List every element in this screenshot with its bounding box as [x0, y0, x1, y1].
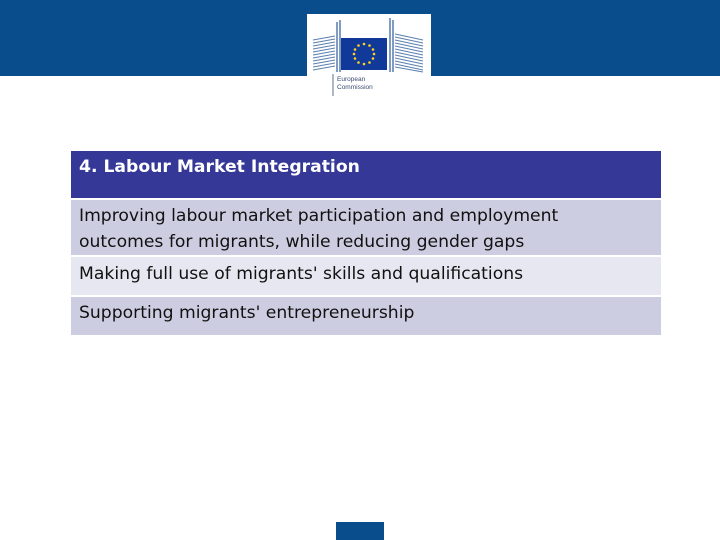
table-row [71, 200, 661, 257]
footer-bar [336, 522, 384, 540]
logo-text-line2: Commission [337, 83, 373, 91]
row-text-line: outcomes for migrants, while reducing gender gaps [79, 232, 525, 252]
row-text-line: Improving labour market participation and employment [79, 206, 559, 226]
table-row [71, 257, 661, 297]
logo-text-line1: European [337, 76, 366, 83]
row-text-line: Making full use of migrants' skills and qualifications [79, 264, 524, 284]
logo-text [337, 76, 373, 91]
european-commission-logo [307, 14, 431, 98]
content-table [71, 151, 661, 335]
row-text-line: Supporting migrants' entrepreneurship [79, 303, 415, 323]
table-row [71, 297, 661, 335]
table-header: 4. Labour Market Integration [71, 151, 661, 200]
